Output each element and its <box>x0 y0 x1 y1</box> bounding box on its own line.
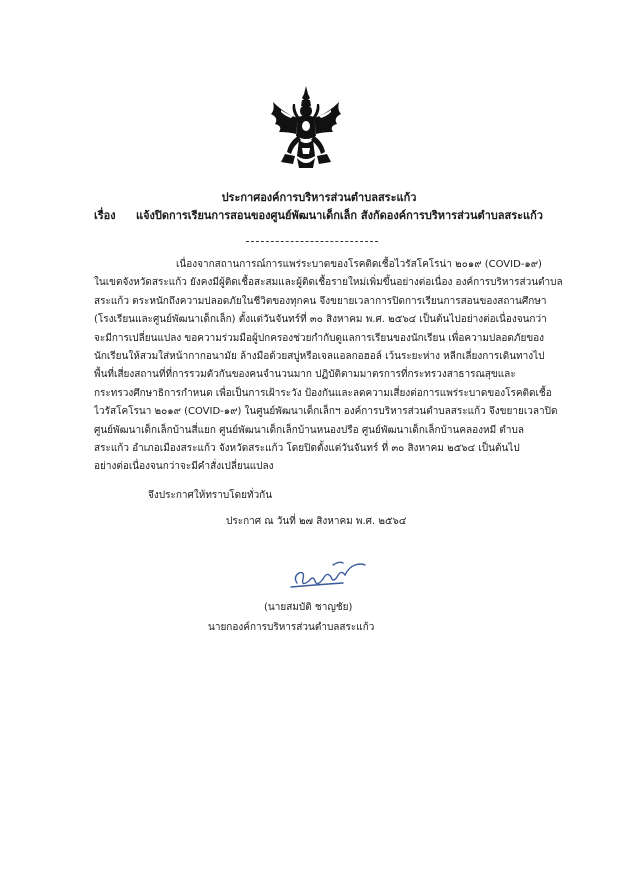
garuda-emblem-icon <box>267 84 345 170</box>
signer-position: นายกองค์การบริหารส่วนตำบลสระแก้ว <box>208 622 375 633</box>
body-line: ศูนย์พัฒนาเด็กเล็กบ้านสี่แยก ศูนย์พัฒนาเด็กเล็กบ้านหนองปรือ ศูนย์พัฒนาเด็กเล็กบ้านคลองหมี ตำบล <box>94 424 524 436</box>
announcement-date: ประกาศ ณ วันที่ ๒๗ สิงหาคม พ.ศ. ๒๕๖๔ <box>226 516 407 527</box>
body-line: เนื่องจากสถานการณ์การแพร่ระบาดของโรคติดเชื้อไวรัสโคโรน่า ๒๐๑๙ (COVID-๑๙) <box>176 259 542 270</box>
announcement-text: จึงประกาศให้ทราบโดยทั่วกัน <box>148 490 273 501</box>
body-line: ในเขตจังหวัดสระแก้ว ยังคงมีผู้ติดเชื้อสะสมและผู้ติดเชื้อรายใหม่เพิ่มขึ้นอย่างต่อเนื่อง องค์การบริหารส่วนตำบล <box>94 277 563 289</box>
body-line: จะมีการเปลี่ยนแปลง ขอความร่วมมือผู้ปกครองช่วยกำกับดูแลการเรียนของนักเรียน เพื่อความปลอดภัยของ <box>94 332 545 344</box>
document-title: ประกาศองค์การบริหารส่วนตำบลสระแก้ว <box>221 191 417 204</box>
body-line: อย่างต่อเนื่องจนกว่าจะมีคำสั่งเปลี่ยนแปลง <box>94 461 274 473</box>
body-line: กระทรวงศึกษาธิการกำหนด เพื่อเป็นการเฝ้าระวัง ป้องกันและลดความเสี่ยงต่อการแพร่ระบาดของโรคติดเชื้อ <box>94 387 552 399</box>
signer-name: (นายสมบัติ ชาญชัย) <box>264 602 353 613</box>
body-line: นักเรียนให้สวมใส่หน้ากากอนามัย ล้างมือด้วยสบู่หรือเจลแอลกอฮอล์ เว้นระยะห่าง หลีกเลี่ยงการเดินทางไป <box>94 350 545 362</box>
body-paragraph <box>94 256 564 477</box>
body-line: พื้นที่เสี่ยงสถานที่ที่การรวมตัวกันของคนจำนวนมาก ปฏิบัติตามมาตรการที่กระทรวงสาธารณสุขและ <box>94 369 516 381</box>
body-line: สระแก้ว ตระหนักถึงความปลอดภัยในชีวิตของทุกคน จึงขยายเวลาการปิดการเรียนการสอนของสถานศึกษา <box>94 295 547 307</box>
body-line: (โรงเรียนและศูนย์พัฒนาเด็กเล็ก) ตั้งแต่วันจันทร์ที่ ๓๐ สิงหาคม พ.ศ. ๒๕๖๔ เป็นต้นไปอย่างต่อเนื่องจนกว่า <box>94 314 547 326</box>
body-line: สระแก้ว อำเภอเมืองสระแก้ว จังหวัดสระแก้ว โดยปิดตั้งแต่วันจันทร์ ที่ ๓๐ สิงหาคม ๒๕๖๔ เป็นต้นไป <box>94 442 520 454</box>
subject-text: แจ้งปิดการเรียนการสอนของศูนย์พัฒนาเด็กเล็ก สังกัดองค์การบริหารส่วนตำบลสระแก้ว <box>136 209 543 222</box>
subject-line <box>94 208 543 224</box>
subject-label: เรื่อง <box>94 209 116 222</box>
separator-line <box>246 241 378 242</box>
body-line: ไวรัสโคโรนา ๒๐๑๙ (COVID-๑๙) ในศูนย์พัฒนาเด็กเล็กฯ องค์การบริหารส่วนตำบลสระแก้ว จึงขยายเวลาปิด <box>94 406 558 418</box>
handwritten-signature-icon <box>283 557 371 593</box>
